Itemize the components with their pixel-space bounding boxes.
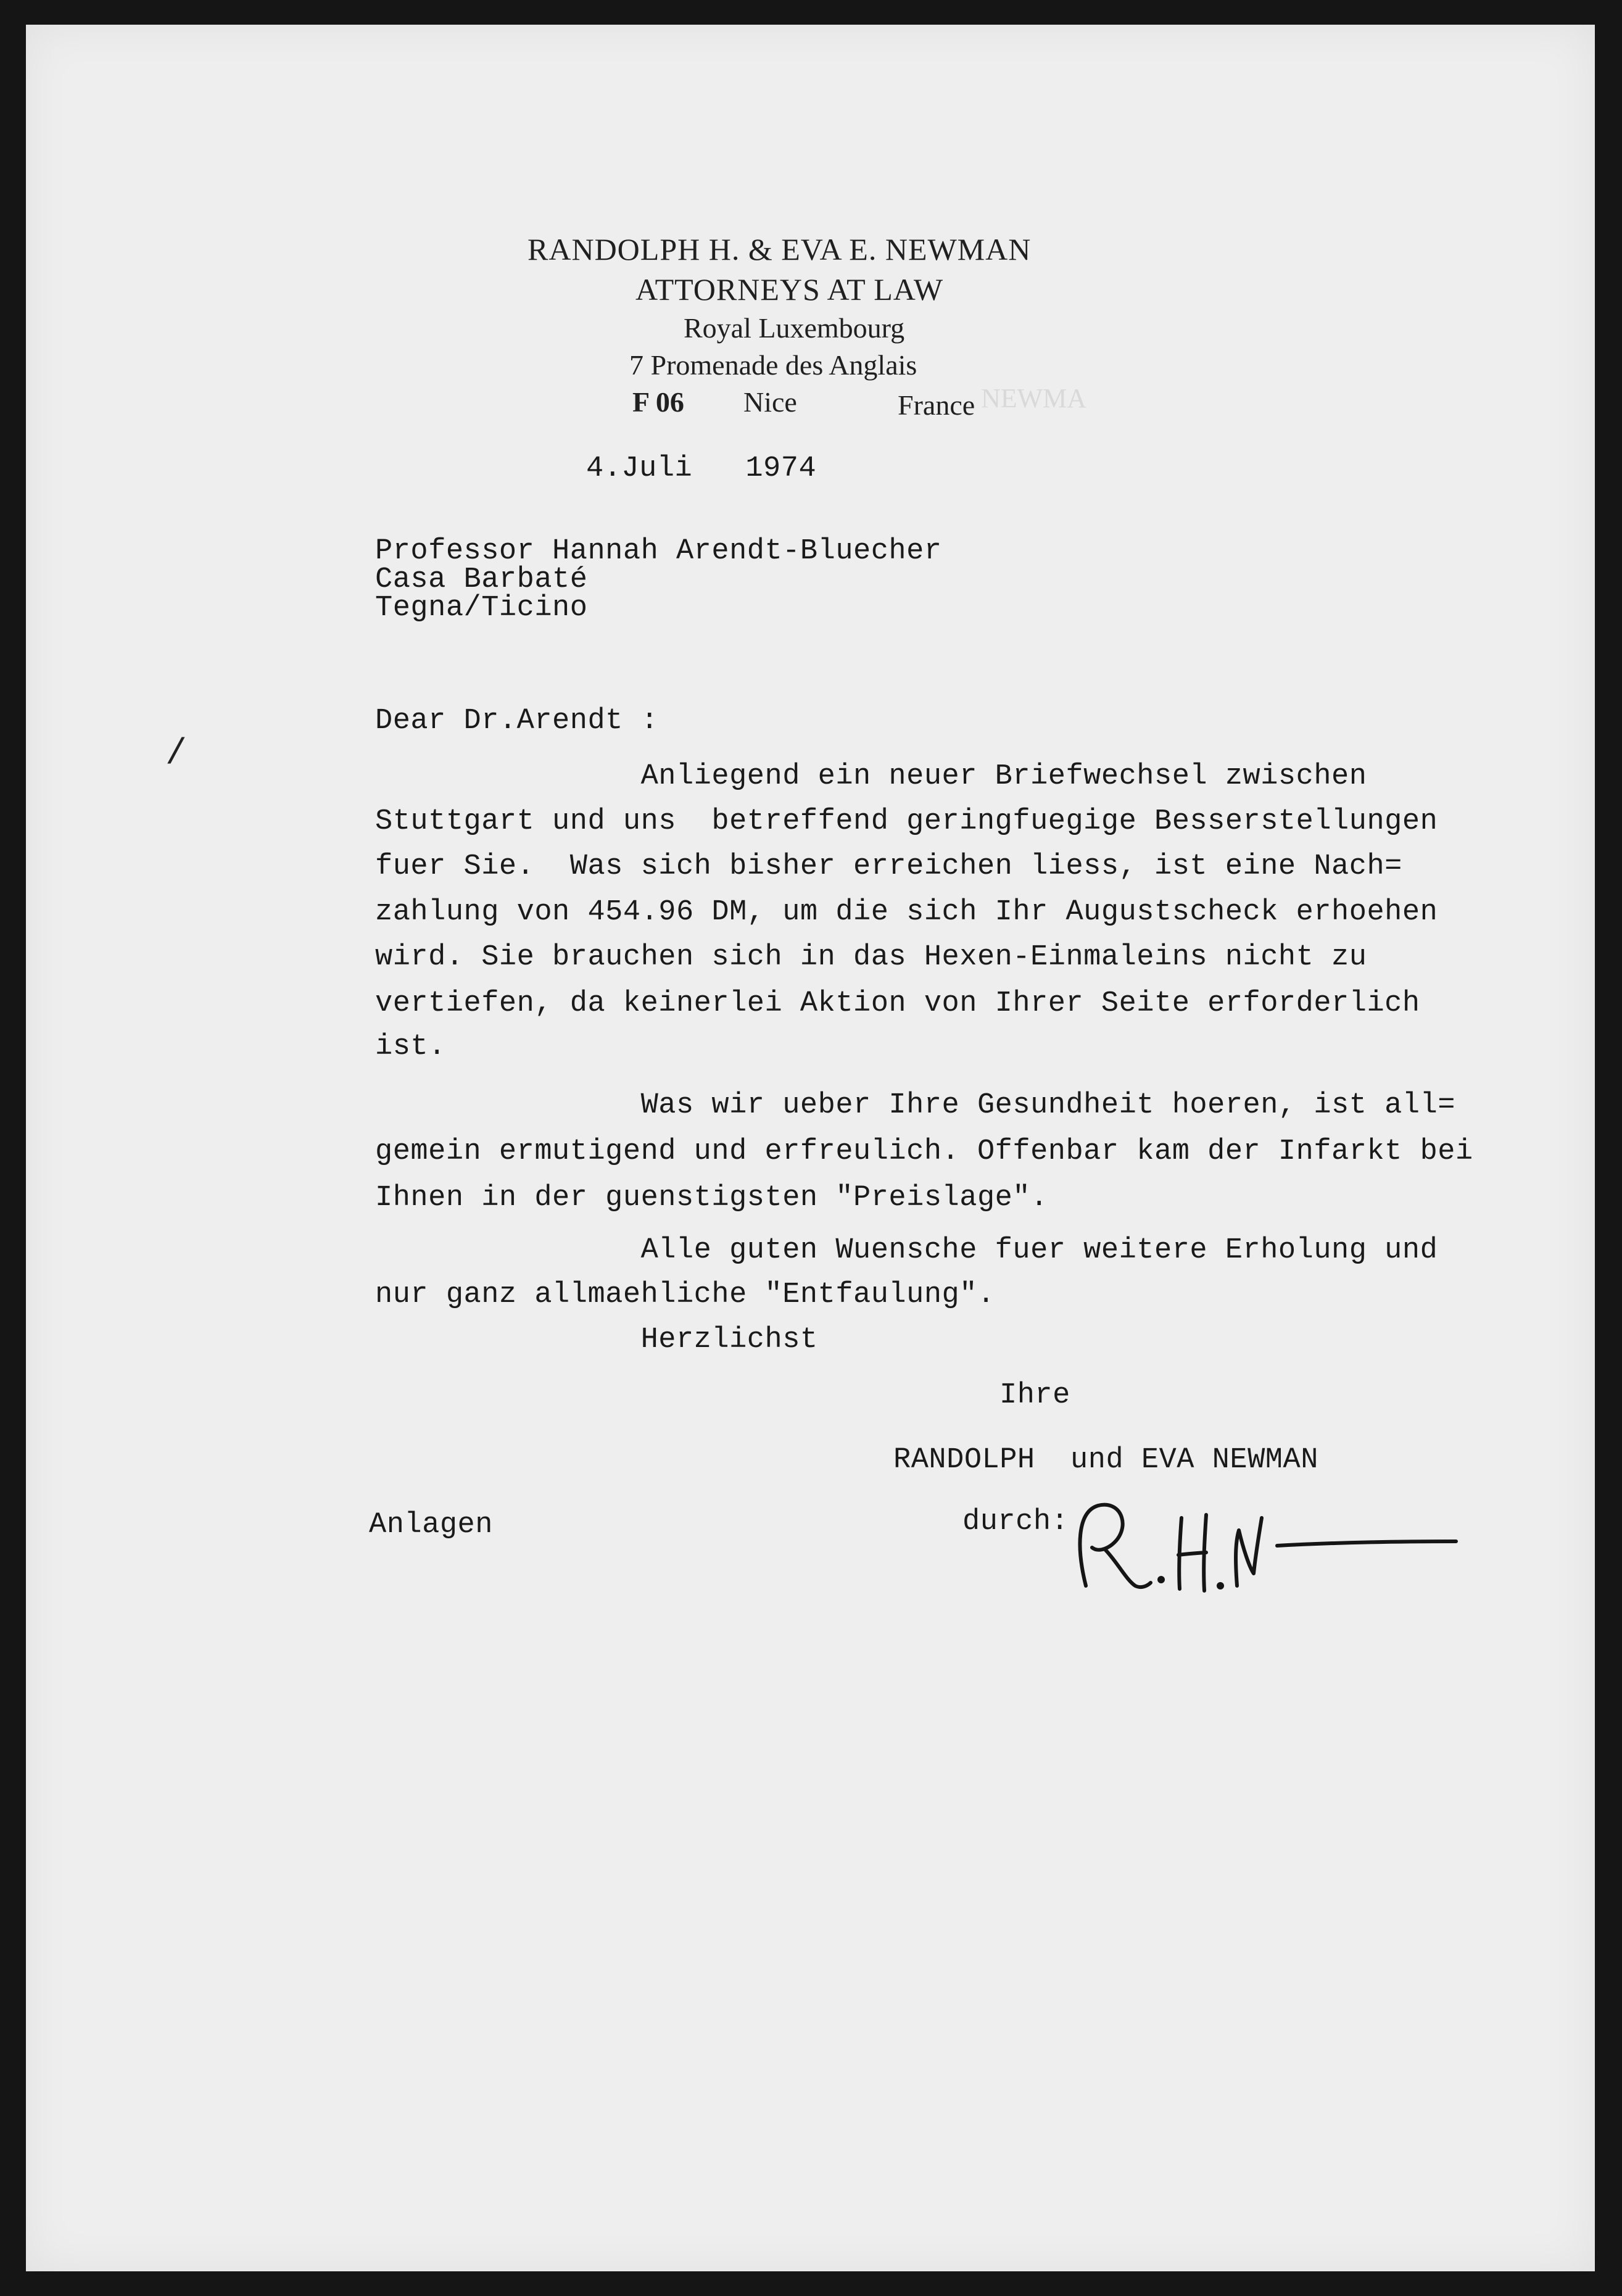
recipient-address-1: Casa Barbaté xyxy=(375,563,588,596)
body-line: vertiefen, da keinerlei Aktion von Ihrer Seite erforderlich xyxy=(375,987,1420,1020)
body-line: Ihnen in der guenstigsten "Preislage". xyxy=(375,1182,1048,1214)
body-line: nur ganz allmaehliche "Entfaulung". xyxy=(375,1279,995,1311)
letterhead-building: Royal Luxembourg xyxy=(684,312,905,344)
letterhead-postcode: F 06 xyxy=(632,386,684,418)
recipient-address-2: Tegna/Ticino xyxy=(375,592,588,624)
body-line: wird. Sie brauchen sich in das Hexen-Einmaleins nicht zu xyxy=(375,941,1367,974)
salutation: Dear Dr.Arendt : xyxy=(375,705,659,737)
body-line: gemein ermutigend und erfreulich. Offenbar kam der Infarkt bei xyxy=(375,1135,1473,1168)
letterhead-city: Nice xyxy=(743,386,797,418)
bleed-through-text: NEWMA xyxy=(981,383,1087,413)
letterhead-profession: ATTORNEYS AT LAW xyxy=(635,272,944,307)
by-label: durch: xyxy=(962,1506,1069,1538)
enclosures: Anlagen xyxy=(369,1509,493,1541)
body-line: Anliegend ein neuer Briefwechsel zwischen xyxy=(375,760,1367,793)
letterhead-country: France xyxy=(898,389,975,421)
body-line: Was wir ueber Ihre Gesundheit hoeren, ist all= xyxy=(375,1089,1455,1122)
recipient-name: Professor Hannah Arendt-Bluecher xyxy=(375,535,942,568)
body-line: zahlung von 454.96 DM, um die sich Ihr Augustscheck erhoehen xyxy=(375,896,1438,929)
signatories: RANDOLPH und EVA NEWMAN xyxy=(893,1444,1318,1477)
body-line: ist. xyxy=(375,1030,446,1063)
body-line: Stuttgart und uns betreffend geringfuegige Besserstellungen xyxy=(375,805,1438,838)
signature xyxy=(1074,1493,1468,1617)
letter-date: 4.Juli 1974 xyxy=(586,452,817,485)
body-line: fuer Sie. Was sich bisher erreichen liess, ist eine Nach= xyxy=(375,850,1402,883)
closing: Ihre xyxy=(999,1379,1070,1412)
body-line: Herzlichst xyxy=(375,1324,818,1356)
margin-mark: / xyxy=(165,734,187,774)
letterhead-street: 7 Promenade des Anglais xyxy=(629,349,917,381)
body-line: Alle guten Wuensche fuer weitere Erholung und xyxy=(375,1234,1438,1267)
letterhead-names: RANDOLPH H. & EVA E. NEWMAN xyxy=(528,232,1032,267)
